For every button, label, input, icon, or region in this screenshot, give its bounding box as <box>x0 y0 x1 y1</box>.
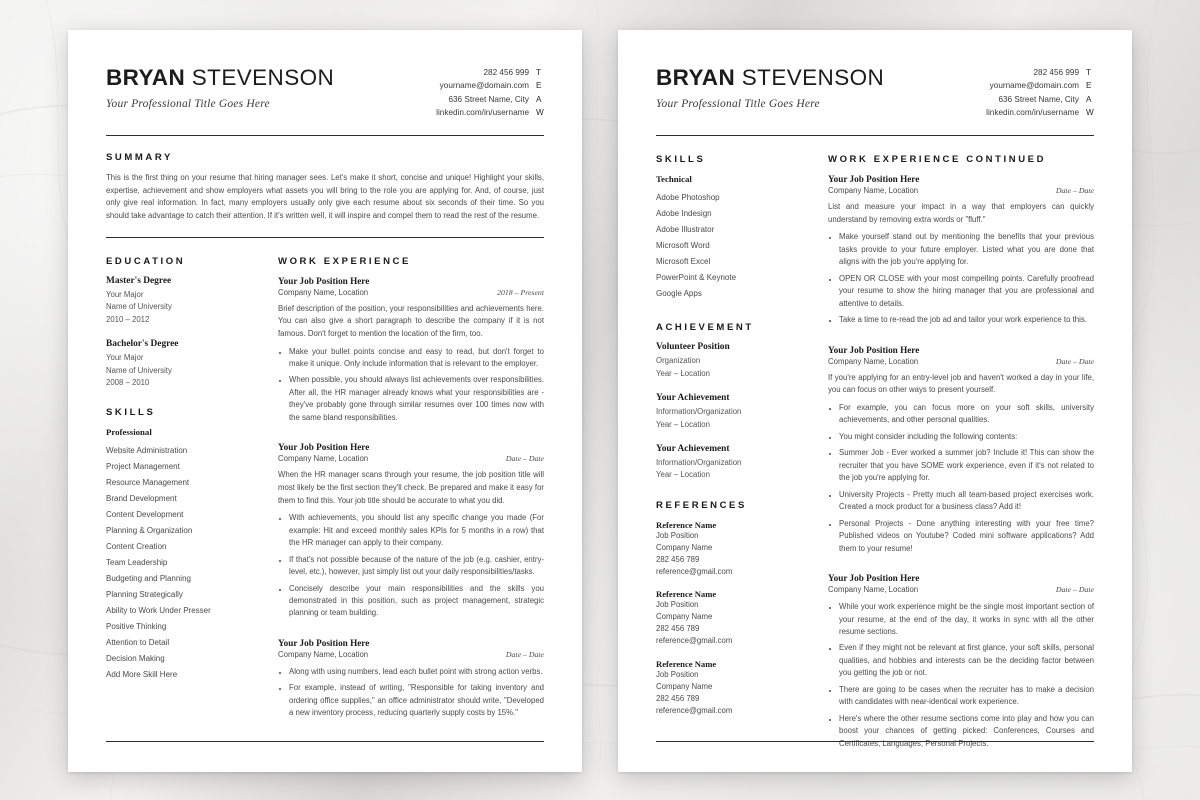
contact-phone-tag: T <box>1086 68 1092 77</box>
contact-phone <box>436 66 544 79</box>
job-bullet: • There are going to be cases when the recruiter has to make a decision with candidates with near-identical work experience. <box>839 684 1094 709</box>
job-bullets <box>828 402 1094 555</box>
summary-heading: SUMMARY <box>106 152 173 164</box>
reference-position: Job Position <box>656 530 699 540</box>
job-date: Date – Date <box>1055 356 1094 366</box>
education-major: Your Major <box>106 289 144 299</box>
reference-phone: 282 456 789 <box>656 555 700 565</box>
job-bullet: • Make yourself stand out by mentioning the benefits that your previous tasks provide to your future employer. Listed what you are done that aligns with the job you're applying for. <box>839 231 1094 268</box>
job-position: Your Job Position Here <box>278 275 370 286</box>
job-bullets <box>278 666 544 720</box>
job-meta <box>828 186 1094 195</box>
skills-category: Professional <box>106 427 152 438</box>
page1-left-column <box>106 240 256 734</box>
job-date: Date – Date <box>505 454 544 464</box>
job-position: Your Job Position Here <box>278 637 370 648</box>
job-company: Company Name, Location <box>278 287 369 297</box>
reference-position: Job Position <box>656 669 699 679</box>
reference-phone: 282 456 789 <box>656 624 700 634</box>
job-company: Company Name, Location <box>278 649 369 659</box>
contact-phone-value: 282 456 999 <box>1033 68 1079 77</box>
job-bullet: • Here's where the other resume sections come into play and how you can boost your chances of getting picked: Conferences, Courses and Certificates, Languages, Personal Projects. <box>839 713 1094 750</box>
achievement-year: Year – Location <box>656 368 710 378</box>
summary-divider <box>106 237 544 238</box>
contact-address-value: 636 Street Name, City <box>998 94 1079 104</box>
contact-website-value[interactable]: linkedin.com/in/username <box>436 107 529 117</box>
skill-item: Add More Skill Here <box>106 670 178 680</box>
skill-item: Microsoft Excel <box>656 257 711 267</box>
contact-website-tag: W <box>536 107 544 117</box>
reference-item <box>656 520 806 578</box>
job-paragraph: If you're applying for an entry-level job and haven't worked a day in your life, you can focus on other ways to present yourself. <box>828 372 1094 395</box>
education-item <box>106 276 256 326</box>
education-degree: Master's Degree <box>106 275 172 286</box>
job-date: Date – Date <box>1055 585 1094 595</box>
reference-company: Company Name <box>656 681 713 691</box>
achievement-title: Your Achievement <box>656 393 730 404</box>
skill-item: Budgeting and Planning <box>106 574 191 584</box>
skill-item: Ability to Work Under Presser <box>106 606 211 616</box>
skill-item: Adobe Illustrator <box>656 225 715 235</box>
references-heading: REFERENCES <box>656 499 747 511</box>
reference-company: Company Name <box>656 543 713 553</box>
skill-item: Microsoft Word <box>656 241 710 251</box>
job-bullet: • Even if they might not be relevant at first glance, your soft skills, personal qualities, and hobbies and interests can be the deciding factor between you getting the job or not. <box>839 642 1094 679</box>
skill-item: Content Development <box>106 510 184 520</box>
job-bullet: • Make your bullet points concise and easy to read, but don't forget to make it unique. Only include information that is relevant to the employer. <box>289 346 544 371</box>
skills-heading: SKILLS <box>656 154 706 166</box>
job-bullet: • University Projects - Pretty much all team-based project exercises work. Created a mock product for a business class? Add it! <box>839 489 1094 514</box>
reference-email[interactable]: reference@gmail.com <box>656 567 733 577</box>
achievement-org: Information/Organization <box>656 458 742 467</box>
professional-title: Your Professional Title Goes Here <box>656 97 820 110</box>
skill-item: Project Management <box>106 462 180 472</box>
job-entry <box>278 442 544 620</box>
skill-item: Website Administration <box>106 446 188 456</box>
job-company: Company Name, Location <box>828 186 919 196</box>
job-date: Date – Date <box>1055 186 1094 196</box>
job-bullet: • Summer Job - Ever worked a summer job? Include it! This can show the recruiter that you have SOME work experience, even if it's not related to the job you're applying for. <box>839 447 1094 484</box>
contact-block <box>986 66 1094 119</box>
skill-item: Planning Strategically <box>106 590 183 600</box>
reference-email[interactable]: reference@gmail.com <box>656 636 733 646</box>
skills-heading: SKILLS <box>106 407 156 419</box>
page2-right-column <box>828 138 1094 764</box>
skill-item: Content Creation <box>106 542 167 552</box>
header-divider <box>656 135 1094 136</box>
job-date: Date – Date <box>505 649 544 659</box>
job-entry <box>278 276 544 425</box>
job-bullet: • Take a time to re-read the job ad and tailor your work experience to this. <box>839 314 1094 326</box>
first-name: BRYAN <box>106 65 186 90</box>
page1-footer-divider <box>106 741 544 742</box>
job-meta <box>828 585 1094 594</box>
work-experience-heading: WORK EXPERIENCE <box>278 255 411 267</box>
skill-item: Adobe Photoshop <box>656 193 720 203</box>
achievement-title: Volunteer Position <box>656 342 730 353</box>
job-paragraph: Brief description of the position, your responsibilities and achievements here. You can also give a short paragraph to describe the company if it is not famous. Don't forget to mention the location of the firm, too. <box>278 303 544 338</box>
achievement-item <box>656 342 806 380</box>
skill-item: Resource Management <box>106 478 190 488</box>
first-name: BRYAN <box>656 65 736 90</box>
job-meta <box>278 288 544 297</box>
job-company: Company Name, Location <box>828 356 919 366</box>
contact-address-tag: A <box>1086 94 1092 104</box>
job-bullets <box>278 346 544 425</box>
job-bullet: • You might consider including the following contents: <box>839 431 1094 443</box>
reference-item <box>656 659 806 717</box>
job-meta <box>828 357 1094 366</box>
contact-phone <box>986 66 1094 79</box>
job-position: Your Job Position Here <box>278 442 370 453</box>
achievement-year: Year – Location <box>656 419 710 429</box>
contact-email-value: yourname@domain.com <box>439 81 529 91</box>
job-bullet: • With achievements, you should list any specific change you made (For example: Hit and exceed monthly sales KPIs for 5 months in a row) that the HR manager can apply to their company. <box>289 512 544 549</box>
job-paragraph: List and measure your impact in a way that employers can quickly understand by removing extra words or "fluff." <box>828 202 1094 224</box>
skills-list <box>106 443 256 683</box>
reference-name: Reference Name <box>656 519 717 530</box>
reference-name: Reference Name <box>656 589 717 600</box>
contact-website[interactable] <box>986 106 1094 119</box>
work-experience-continued-heading: WORK EXPERIENCE CONTINUED <box>828 154 1047 166</box>
summary-text: This is the first thing on your resume that hiring manager sees. Let's make it short, concise and unique! Highlight your skills, expertise, achievement and show employers what assets you will bring to the role you are applying for. And, of course, just only give real information. In fact, many employers usually only give each resume about six seconds of their time. So you should take advantage to catch their attention. If it's written well, it will inspire and compel them to read the rest of the resume. <box>106 173 544 220</box>
skill-item: Planning & Organization <box>106 526 193 536</box>
contact-email <box>436 79 544 92</box>
reference-position: Job Position <box>656 600 699 610</box>
achievement-item <box>656 393 806 431</box>
job-bullet: • If that's not possible because of the nature of the job (e.g. cashier, entry-level, etc.), however, just simply list out your daily responsibilities/tasks. <box>289 554 544 579</box>
reference-item <box>656 589 806 647</box>
skill-item: Brand Development <box>106 494 177 504</box>
reference-name: Reference Name <box>656 658 717 669</box>
page2-footer-divider <box>656 741 1094 742</box>
education-university: Name of University <box>106 302 172 312</box>
page2-header <box>656 66 1094 119</box>
job-date: 2018 – Present <box>497 287 544 297</box>
achievement-org: Information/Organization <box>656 407 742 417</box>
full-name <box>106 66 334 90</box>
skill-item: Team Leadership <box>106 558 168 568</box>
job-meta <box>278 454 544 463</box>
job-bullet: • OPEN OR CLOSE with your most compelling points. Carefully proofread your resume to show the hiring manager that you are professional and attentive to details. <box>839 273 1094 310</box>
education-heading: EDUCATION <box>106 255 186 267</box>
job-bullet: • For example, instead of writing, "Responsible for taking inventory and ordering office supplies," an office administrator should write, "Developed a new inventory process, reducing quarterly supply costs by 15%." <box>289 682 544 719</box>
education-degree: Bachelor's Degree <box>106 339 179 350</box>
education-university: Name of University <box>106 365 172 375</box>
job-position: Your Job Position Here <box>828 174 920 185</box>
contact-email-value: yourname@domain.com <box>989 81 1079 91</box>
contact-email-tag: E <box>1086 81 1092 91</box>
achievement-org: Organization <box>656 356 701 366</box>
contact-address <box>986 93 1094 106</box>
reference-email[interactable]: reference@gmail.com <box>656 705 733 715</box>
job-bullets <box>278 512 544 620</box>
job-bullet: • For example, you can focus more on your soft skills, university achievements, and other personal qualities. <box>839 402 1094 427</box>
skill-item: Google Apps <box>656 289 702 299</box>
job-paragraph: When the HR manager scans through your resume, the job position title will most likely be the first section they'll check. Be prepared and make it easy for them to find this. Your job title should be accurate to what you did. <box>278 470 544 505</box>
page2-columns <box>656 138 1094 764</box>
job-entry <box>278 638 544 720</box>
resume-page-2 <box>618 30 1132 772</box>
job-position: Your Job Position Here <box>828 344 920 355</box>
contact-email-tag: E <box>536 81 542 91</box>
skill-item: Positive Thinking <box>106 622 167 632</box>
job-entry <box>828 345 1094 555</box>
education-major: Your Major <box>106 353 144 363</box>
job-position: Your Job Position Here <box>828 573 920 584</box>
contact-website-tag: W <box>1086 107 1094 117</box>
skill-item: Decision Making <box>106 654 165 664</box>
name-block <box>106 66 334 110</box>
last-name: STEVENSON <box>741 65 885 90</box>
name-block <box>656 66 884 110</box>
achievement-item <box>656 444 806 482</box>
skill-item: Attention to Detail <box>106 638 170 648</box>
page1-header <box>106 66 544 119</box>
page2-left-column <box>656 138 806 764</box>
job-bullet: • Along with using numbers, lead each bullet point with strong action verbs. <box>289 666 544 678</box>
job-entry <box>828 174 1094 327</box>
job-bullet: • When possible, you should always list achievements over responsibilities. After all, the HR manager already knows what your responsibilities are - they've probably gone through similar resumes over 100 times now with the same bland responsibilities. <box>289 374 544 424</box>
job-company: Company Name, Location <box>278 454 369 464</box>
skill-item: PowerPoint & Keynote <box>656 273 737 283</box>
contact-address-value: 636 Street Name, City <box>448 94 529 104</box>
contact-website-value[interactable]: linkedin.com/in/username <box>986 107 1079 117</box>
skills-category: Technical <box>656 174 692 185</box>
professional-title: Your Professional Title Goes Here <box>106 97 270 110</box>
job-company: Company Name, Location <box>828 585 919 595</box>
page1-columns <box>106 240 544 734</box>
job-bullets <box>828 601 1094 750</box>
job-bullet: • Concisely describe your main responsibilities and the skills you demonstrated in this position, such as project management, strategic planning or team building. <box>289 583 544 620</box>
achievement-year: Year – Location <box>656 470 710 480</box>
job-bullet: • Personal Projects - Done anything interesting with your free time? Published videos on Youtube? Coded mini software applications? Add them to your resume! <box>839 518 1094 555</box>
contact-email <box>986 79 1094 92</box>
job-bullets <box>828 231 1094 326</box>
header-divider <box>106 135 544 136</box>
education-years: 2010 – 2012 <box>106 314 150 324</box>
resume-page-1 <box>68 30 582 772</box>
job-meta <box>278 650 544 659</box>
page1-right-column <box>278 240 544 734</box>
contact-block <box>436 66 544 119</box>
achievement-title: Your Achievement <box>656 444 730 454</box>
contact-website[interactable] <box>436 106 544 119</box>
reference-phone: 282 456 789 <box>656 693 700 703</box>
contact-address-tag: A <box>536 94 542 104</box>
skill-item: Adobe Indesign <box>656 209 712 219</box>
education-item <box>106 339 256 389</box>
contact-address <box>436 93 544 106</box>
job-bullet: • While your work experience might be the single most important section of your resume, at the end of the day, it works in sync with all the other resume sections. <box>839 601 1094 638</box>
reference-company: Company Name <box>656 612 713 622</box>
last-name: STEVENSON <box>191 65 335 90</box>
education-years: 2008 – 2010 <box>106 377 150 387</box>
full-name <box>656 66 884 90</box>
contact-phone-tag: T <box>536 68 542 77</box>
contact-phone-value: 282 456 999 <box>483 68 529 77</box>
job-entry <box>828 573 1094 750</box>
achievement-heading: ACHIEVEMENT <box>656 322 754 334</box>
skills-list <box>656 190 806 302</box>
